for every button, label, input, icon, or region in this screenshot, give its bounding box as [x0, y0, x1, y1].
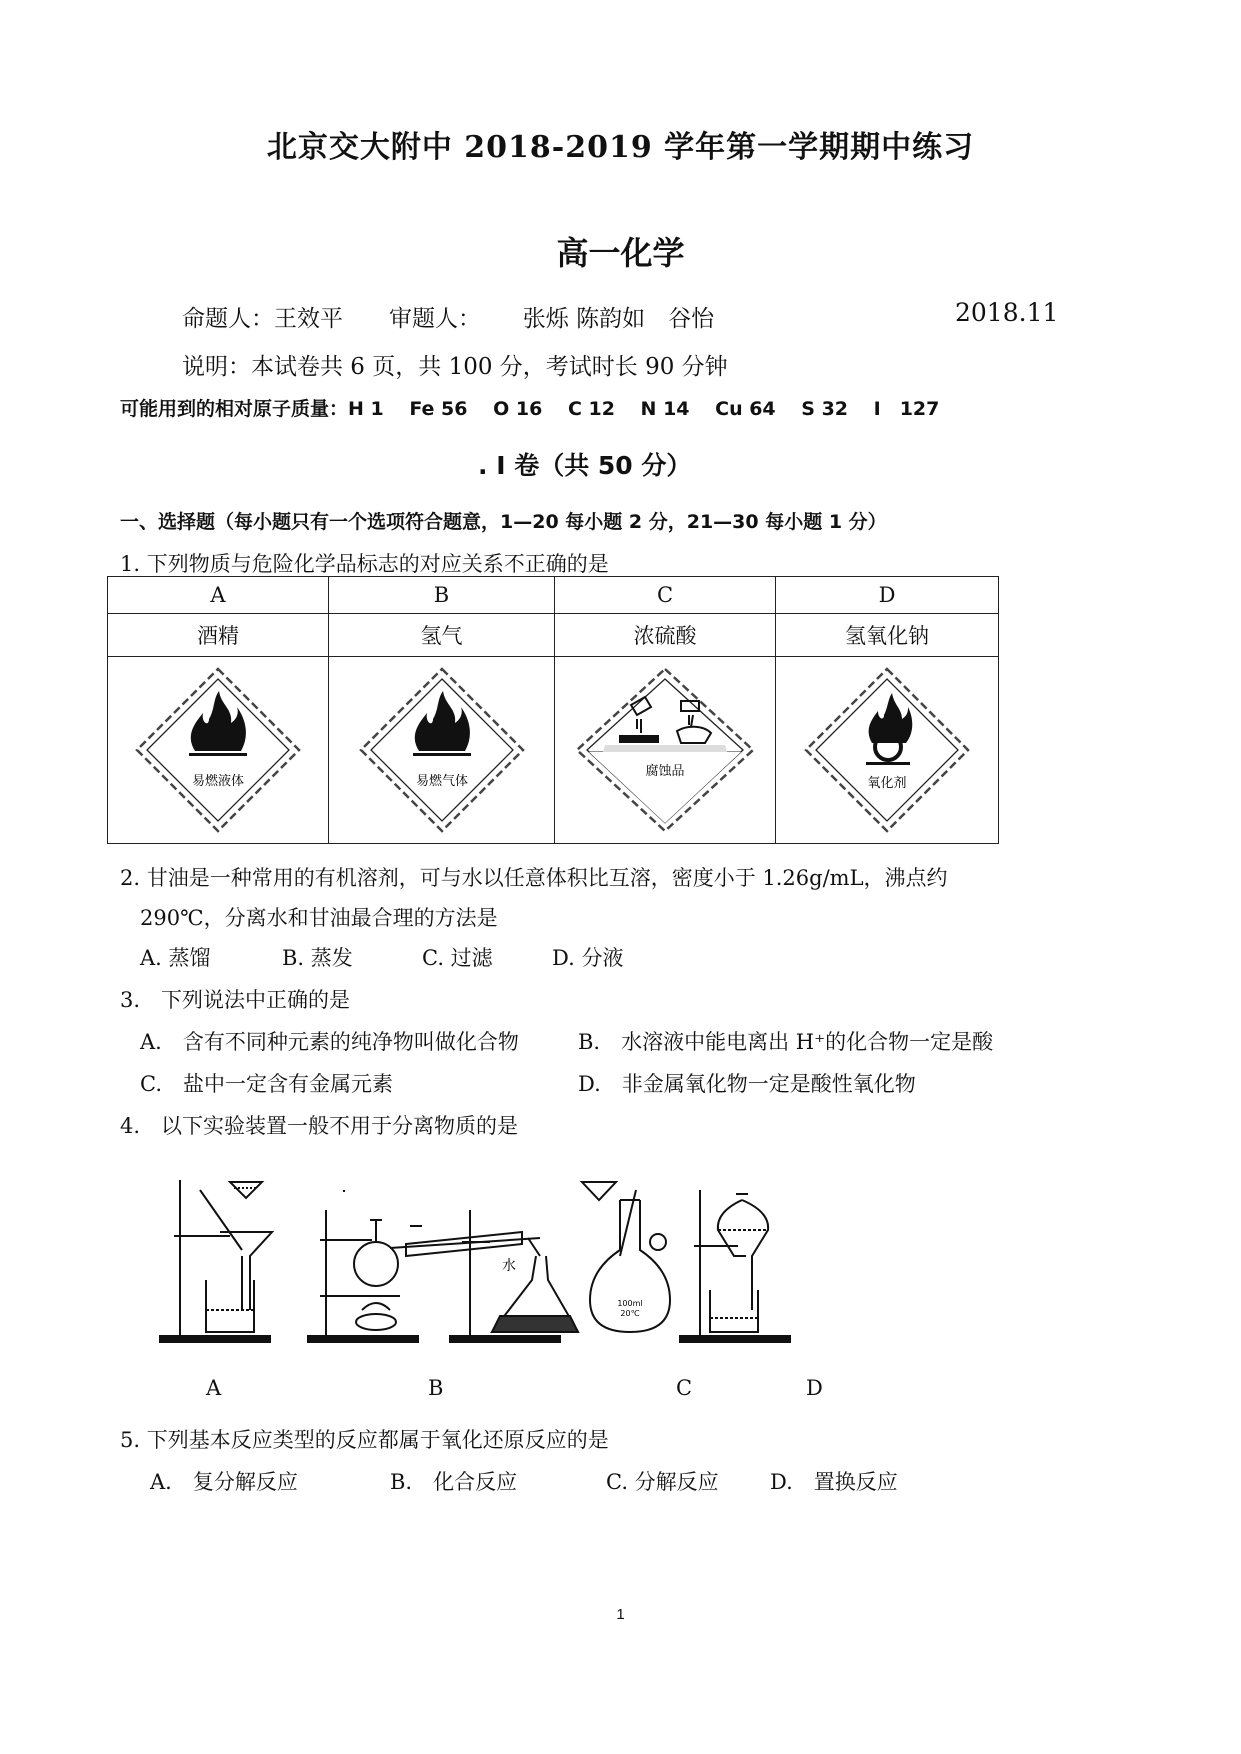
sign-b-label: 易燃气体 — [415, 774, 468, 789]
flask-label-volume: 100ml — [617, 1299, 643, 1308]
flame-icon — [357, 665, 527, 835]
col-d-substance: 氢氧化钠 — [776, 614, 999, 657]
question-2-option-a: A. 蒸馏 — [140, 946, 211, 970]
apparatus-label-c: C — [676, 1376, 693, 1400]
question-5-option-a: A. 复分解反应 — [150, 1470, 298, 1494]
apparatus-label-b: B — [428, 1376, 444, 1400]
exam-date: 2018.11 — [955, 298, 1059, 327]
filtration-apparatus — [160, 1180, 272, 1342]
question-2-stem-line1: 2. 甘油是一种常用的有机溶剂，可与水以任意体积比互溶，密度小于 1.26g/mL，沸点约 — [120, 866, 948, 890]
question-3-option-d: D. 非金属氧化物一定是酸性氧化物 — [578, 1072, 916, 1096]
apparatus-label-a: A — [206, 1376, 222, 1400]
sign-a — [108, 657, 329, 844]
flame-icon — [133, 665, 303, 835]
atomic-masses: 可能用到的相对原子质量：H 1 Fe 56 O 16 C 12 N 14 Cu 64 S 32 I 127 — [120, 398, 940, 420]
question-5-option-d: D. 置换反应 — [770, 1470, 898, 1494]
question-3-option-c: C. 盐中一定含有金属元素 — [140, 1072, 393, 1096]
distillation-apparatus — [308, 1190, 578, 1342]
subject-title: 高一化学 — [556, 234, 685, 272]
question-1-table — [107, 576, 999, 844]
water-label: 水 — [502, 1258, 516, 1274]
col-c-substance: 浓硫酸 — [555, 614, 776, 657]
question-3-stem: 3. 下列说法中正确的是 — [120, 988, 351, 1012]
part-heading: . I 卷（共 50 分） — [478, 451, 692, 480]
sign-c — [555, 657, 776, 844]
sign-a-label: 易燃液体 — [191, 774, 245, 789]
question-1-stem: 1. 下列物质与危险化学品标志的对应关系不正确的是 — [120, 552, 609, 576]
col-c-letter: C — [555, 577, 776, 614]
instructions: 说明：本试卷共 6 页，共 100 分，考试时长 90 分钟 — [182, 354, 728, 380]
question-5-option-c: C. 分解反应 — [606, 1470, 719, 1494]
col-b-substance: 氢气 — [329, 614, 555, 657]
question-5-option-b: B. 化合反应 — [390, 1470, 518, 1494]
sign-c-label: 腐蚀品 — [644, 764, 685, 779]
sign-b — [329, 657, 555, 844]
question-4-stem: 4. 以下实验装置一般不用于分离物质的是 — [120, 1114, 519, 1138]
question-2-option-d: D. 分液 — [552, 946, 624, 970]
apparatus-figure — [150, 1160, 930, 1350]
col-d-letter: D — [776, 577, 999, 614]
sign-d — [776, 657, 999, 844]
author-line: 命题人：王效平 审题人： 张烁 陈韵如 谷怡 — [182, 306, 715, 332]
col-a-letter: A — [108, 577, 329, 614]
question-3-option-a: A. 含有不同种元素的纯净物叫做化合物 — [140, 1030, 519, 1054]
flask-label-temp: 20℃ — [620, 1309, 640, 1318]
col-b-letter: B — [329, 577, 555, 614]
sign-d-label: 氧化剂 — [867, 776, 907, 791]
corrosive-icon — [573, 665, 758, 835]
question-3-option-b: B. 水溶液中能电离出 H⁺的化合物一定是酸 — [578, 1030, 994, 1054]
question-5-stem: 5. 下列基本反应类型的反应都属于氧化还原反应的是 — [120, 1428, 609, 1452]
section-heading: 一、选择题（每小题只有一个选项符合题意，1—20 每小题 2 分，21—30 每小题 1 分） — [120, 511, 887, 533]
exam-title: 北京交大附中 2018-2019 学年第一学期期中练习 — [266, 130, 975, 165]
question-2-option-b: B. 蒸发 — [282, 946, 353, 970]
page-number: 1 — [616, 1606, 625, 1623]
apparatus-label-d: D — [806, 1376, 823, 1400]
question-2-stem-line2: 290℃，分离水和甘油最合理的方法是 — [140, 906, 498, 930]
col-a-substance: 酒精 — [108, 614, 329, 657]
flame-over-circle-icon — [802, 665, 972, 835]
question-2-option-c: C. 过滤 — [422, 946, 493, 970]
separatory-funnel — [680, 1190, 790, 1342]
